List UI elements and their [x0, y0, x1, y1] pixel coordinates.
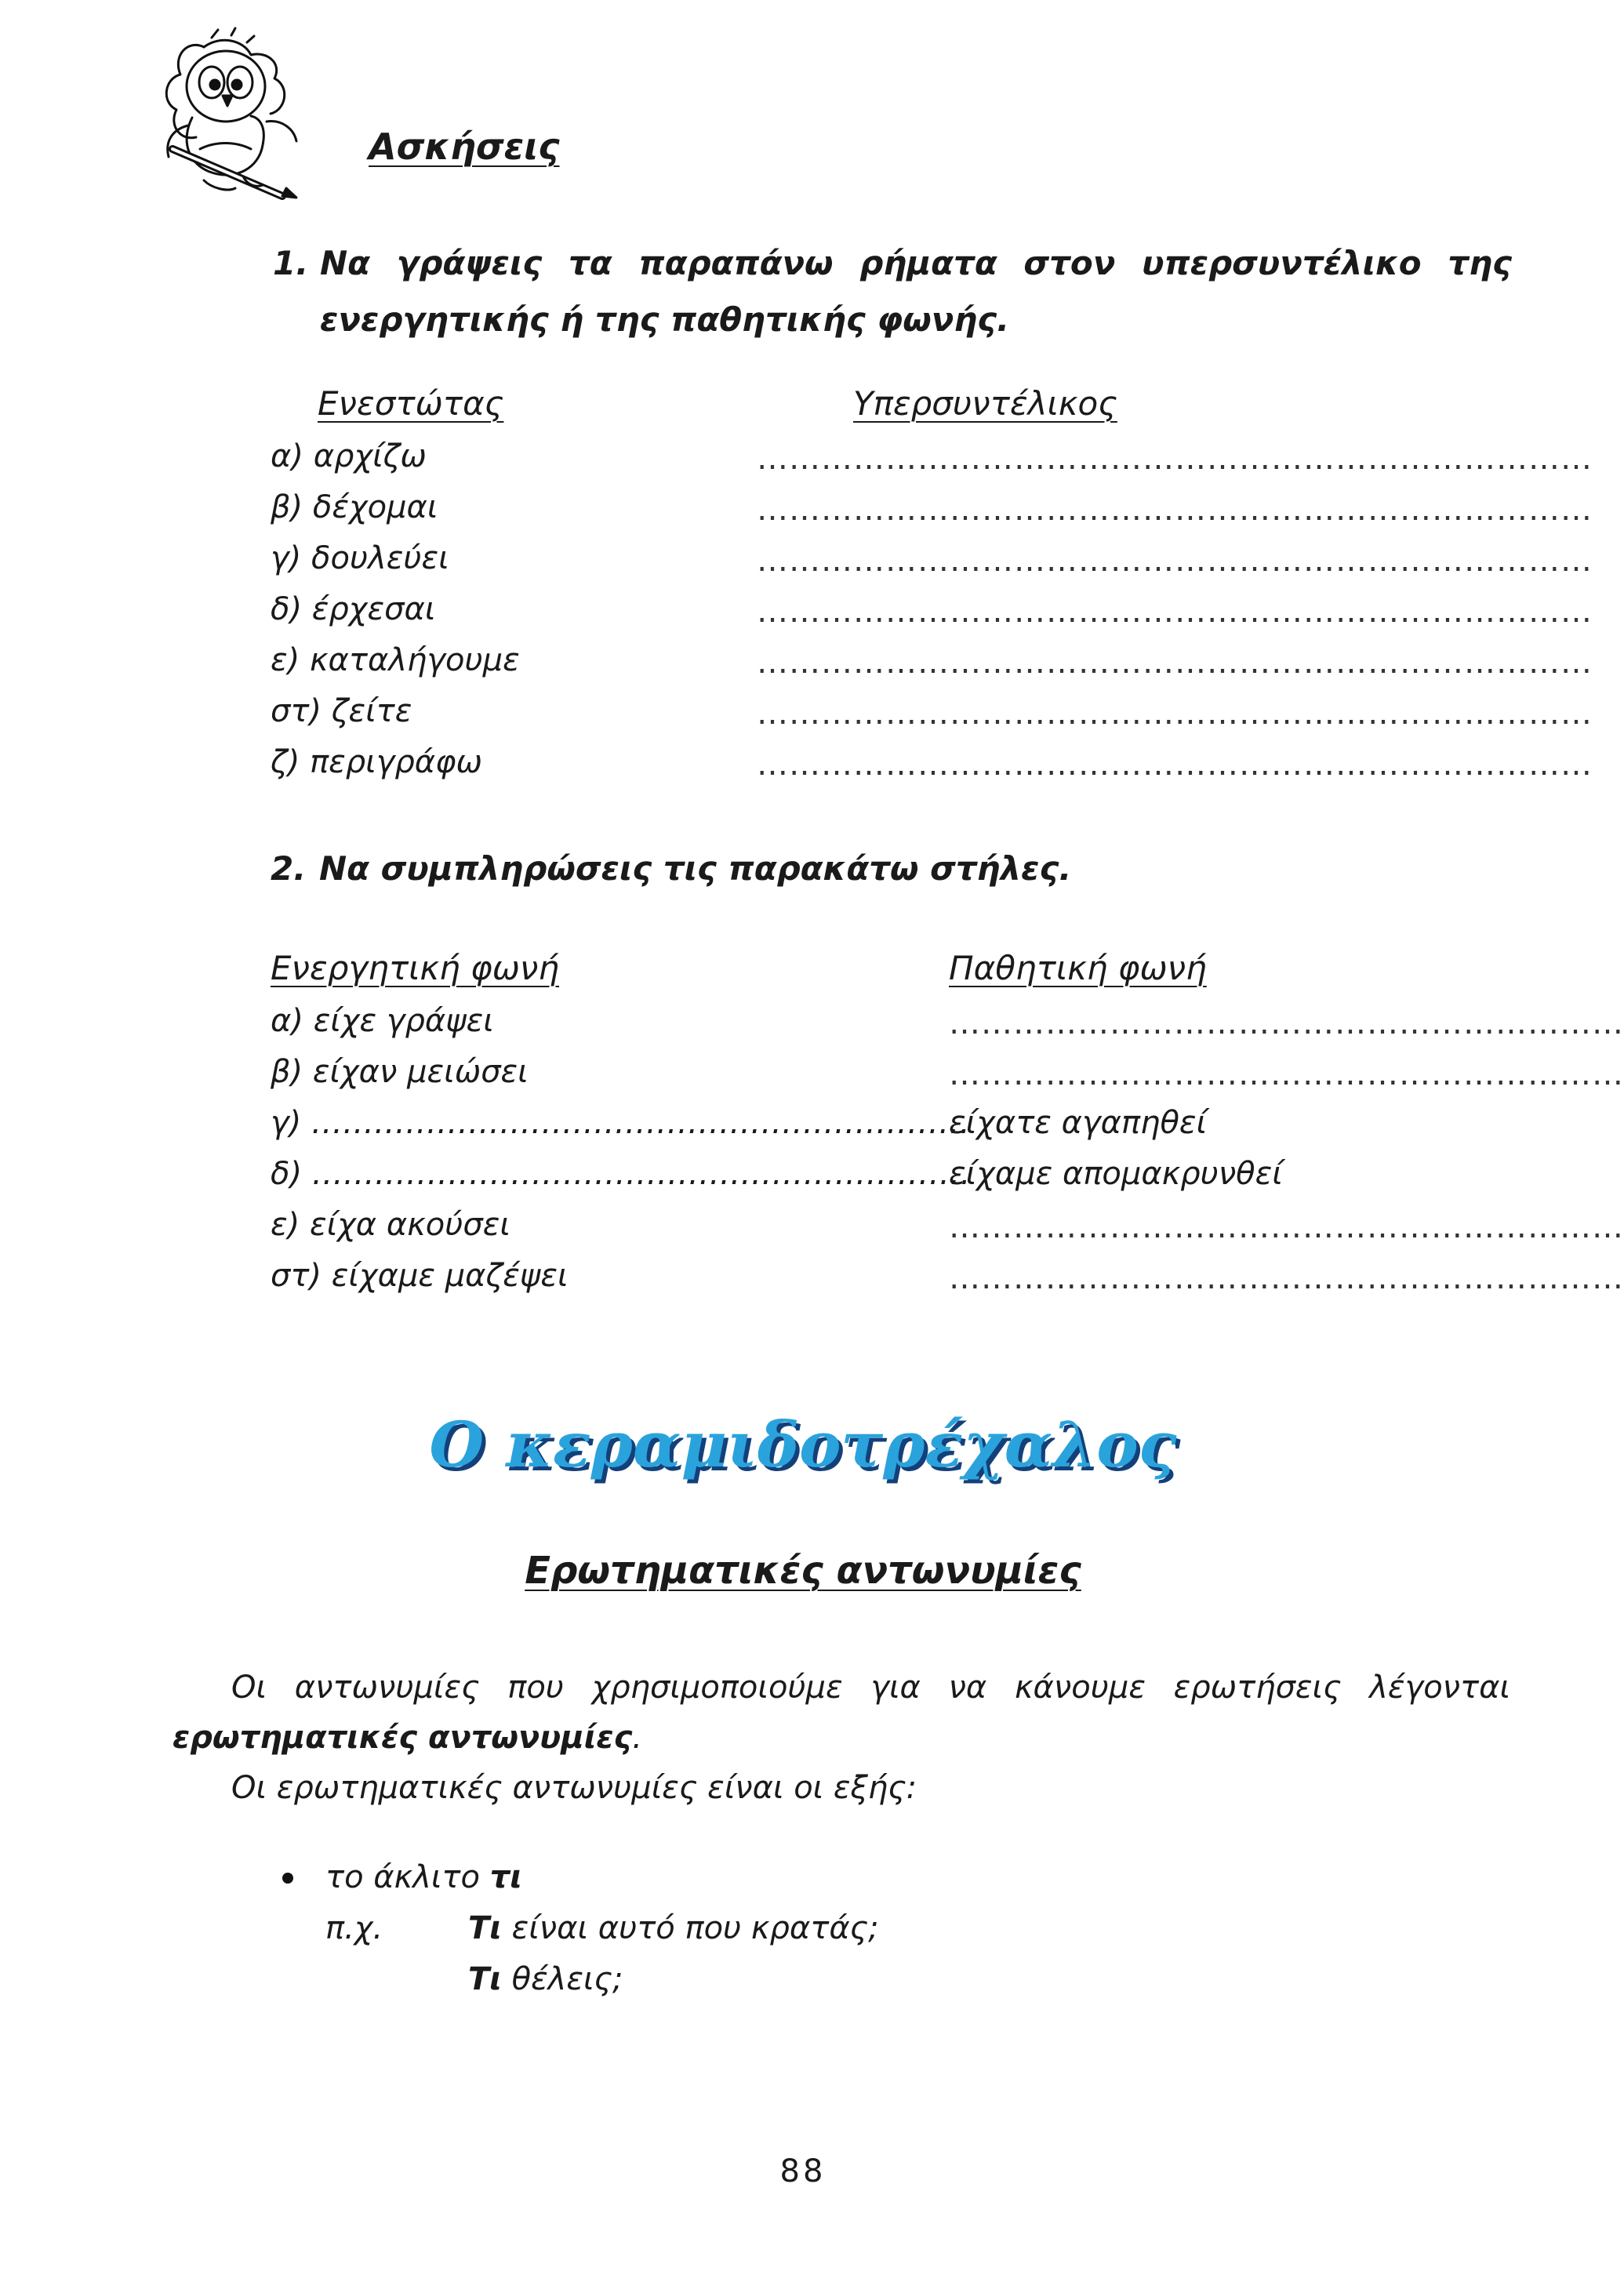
exercise-1-number: 1. [273, 244, 309, 282]
example-2-text: θέλεις; [501, 1961, 623, 1997]
active-voice-blank[interactable]: γ) ……………………………………………………… [271, 1105, 970, 1141]
bullet-keyword: τι [489, 1859, 522, 1895]
exercise-2-instruction: Να συμπληρώσεις τις παρακάτω στήλες. [319, 849, 1072, 888]
answer-blank[interactable]: …………………………………………………………………… [757, 696, 1593, 732]
paragraph-period: . [632, 1720, 643, 1756]
answer-blank[interactable]: …………………………………………………………………… [757, 492, 1593, 528]
example-1-text: είναι αυτό που κρατάς; [501, 1910, 879, 1946]
example-2-keyword: Τι [468, 1961, 502, 1997]
list-item-label: γ) δουλεύει [271, 540, 449, 576]
intro-paragraph [173, 1662, 1510, 1813]
passive-voice-cell: είχατε αγαπηθεί [949, 1105, 1208, 1141]
exercises-heading: Ασκήσεις [369, 125, 560, 168]
passive-voice-header: Παθητική φωνή [949, 949, 1207, 987]
exercise-1-text-line2: ενεργητικής ή της παθητικής φωνής. [320, 300, 1010, 339]
active-voice-cell: στ) είχαμε μαζέψει [271, 1258, 569, 1294]
active-voice-cell: ε) είχα ακούσει [271, 1207, 510, 1243]
passive-voice-blank[interactable]: ……………………………………………………… [949, 1209, 1624, 1245]
active-voice-cell: α) είχε γράψει [271, 1003, 494, 1039]
passive-voice-blank[interactable]: ……………………………………………………… [949, 1260, 1624, 1296]
pluperfect-header: Υπερσυντέλικος [853, 384, 1117, 423]
example-1 [468, 1909, 879, 1947]
answer-blank[interactable]: …………………………………………………………………… [757, 747, 1593, 783]
exercise-2-number: 2. [271, 849, 307, 888]
bullet-text: το άκλιτο [325, 1859, 490, 1895]
exercise-1-instruction [273, 235, 1512, 348]
term-bold: ερωτηματικές αντωνυμίες [173, 1720, 633, 1756]
page-number: 88 [779, 2153, 827, 2189]
active-voice-blank[interactable]: δ) ……………………………………………………… [271, 1156, 971, 1192]
list-item-label: β) δέχομαι [271, 489, 438, 525]
answer-blank[interactable]: …………………………………………………………………… [757, 594, 1593, 630]
paragraph-line3: Οι ερωτηματικές αντωνυμίες είναι οι εξής: [231, 1770, 917, 1806]
active-voice-header: Ενεργητική φωνή [271, 949, 560, 987]
paragraph-line1: Οι αντωνυμίες που χρησιμοποιούμε για να κάνουμε ερωτήσεις λέγονται [231, 1670, 1510, 1706]
passive-voice-blank[interactable]: ……………………………………………………… [949, 1056, 1624, 1092]
bullet-dot [282, 1873, 293, 1884]
exercise-1-text-line1: Να γράψεις τα παραπάνω ρήματα στον υπερσυντέλικο της [320, 244, 1512, 282]
present-tense-header: Ενεστώτας [318, 384, 504, 423]
list-item-label: δ) έρχεσαι [271, 591, 436, 627]
section-subtitle: Ερωτηματικές αντωνυμίες [525, 1549, 1081, 1593]
list-item-label: ε) καταλήγουμε [271, 642, 520, 678]
bullet-item [325, 1859, 522, 1896]
example-1-keyword: Τι [468, 1910, 502, 1946]
passive-voice-cell: είχαμε απομακρυνθεί [949, 1156, 1283, 1192]
list-item-label: α) αρχίζω [271, 438, 427, 474]
owl-pencil-illustration [157, 31, 302, 200]
passive-voice-blank[interactable]: ……………………………………………………… [949, 1005, 1624, 1041]
answer-blank[interactable]: …………………………………………………………………… [757, 543, 1593, 579]
example-prefix: π.χ. [325, 1910, 383, 1946]
example-2 [468, 1960, 623, 1998]
list-item-label: στ) ζείτε [271, 693, 412, 729]
answer-blank[interactable]: …………………………………………………………………… [757, 441, 1593, 477]
section-title: Ο κεραμιδοτρέχαλος [429, 1408, 1177, 1481]
answer-blank[interactable]: …………………………………………………………………… [757, 645, 1593, 681]
active-voice-cell: β) είχαν μειώσει [271, 1054, 529, 1090]
list-item-label: ζ) περιγράφω [271, 744, 483, 780]
